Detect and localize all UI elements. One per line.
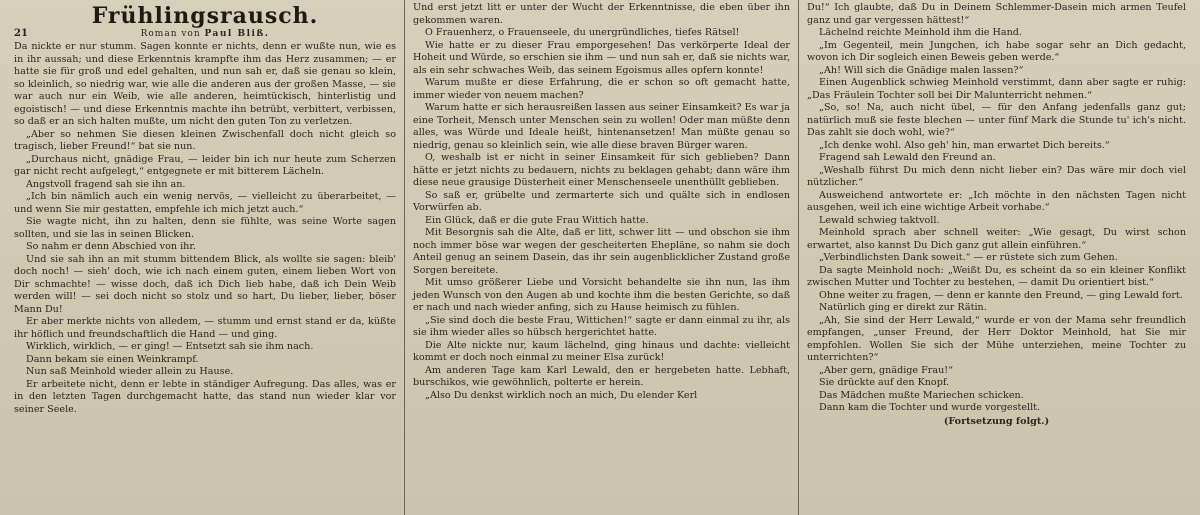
paragraph: „Also Du denkst wirklich noch an mich, Du elender Kerl [425, 389, 698, 401]
paragraph: Fragend sah Lewald den Freund an. [819, 152, 996, 163]
paragraph: Ausweichend antwortete er: „Ich möchte in den nächsten Tagen nicht ausgehen, weil ich eine wichtige Arbeit vorhabe.“ [807, 189, 1186, 213]
paragraph: „Weshalb führst Du mich denn nicht lieber ein? Das wäre mir doch viel nützlicher.“ [807, 164, 1186, 188]
paragraph: Er aber merkte nichts von alledem, — stumm und ernst stand er da, küßte ihr höflich und freundschaftlich die Hand — und ging. [14, 316, 396, 340]
paragraph: Mit umso größerer Liebe und Vorsicht behandelte sie ihn nun, las ihm jeden Wunsch von den Augen ab und kochte ihm die besten Gerichte, so daß er nach und nach wieder anfing, sich zu Hause heimisch zu fühlen. [413, 277, 790, 313]
paragraph: Du!“ Ich glaubte, daß Du in Deinem Schlemmer-Dasein mich armen Teufel ganz und gar vergessen hättest!“ [807, 2, 1186, 26]
issue-number: 21 [14, 28, 28, 39]
author-name: Paul Bliß. [204, 29, 270, 39]
paragraph: Einen Augenblick schwieg Meinhold verstimmt, dann aber sagte er ruhig: „Das Fräulein Tochter soll bei Dir Malunterricht nehmen.“ [807, 77, 1186, 101]
paragraph: Ein Glück, daß er die gute Frau Wittich hatte. [425, 214, 649, 226]
paragraph: „So, so! Na, auch nicht übel, — für den Anfang jedenfalls ganz gut; natürlich muß sie feste blechen — unter fünf Mark die Stunde tu' ich's nicht. Das zahlt sie doch wohl, wie?“ [807, 102, 1186, 138]
paragraph: Wie hatte er zu dieser Frau emporgesehen! Das verkörperte Ideal der Hoheit und Würde, so erschien sie ihm — und nun sah er, daß sie nichts war, als ein sehr schwaches Weib, das seinem Egoismus alles opfern konnte! [413, 39, 790, 76]
paragraph: Da sagte Meinhold noch: „Weißt Du, es scheint da so ein kleiner Konflikt zwischen Mutter und Tochter zu bestehen, — damit Du orientiert bist.“ [807, 264, 1186, 288]
byline [14, 28, 396, 41]
paragraph: Lewald schwieg taktvoll. [819, 214, 940, 226]
article-title: Frühlingsrausch. [91, 3, 319, 29]
byline-prefix: Roman von [140, 29, 201, 39]
continuation-note: (Fortsetzung folgt.) [943, 415, 1050, 427]
paragraph: Ohne weiter zu fragen, — denn er kannte den Freund, — ging Lewald fort. [819, 289, 1183, 301]
paragraph: O, weshalb ist er nicht in seiner Einsamkeit für sich geblieben? Dann hätte er jetzt nichts zu bedauern, nichts zu beklagen gehabt; dann wäre ihm diese neue grausige Düsterheit einer Menschenseele unenthüllt geblieben. [413, 152, 790, 188]
paragraph: Und erst jetzt litt er unter der Wucht der Erkenntnisse, die eben über ihn gekommen waren. [413, 2, 790, 26]
article-header [14, 4, 396, 28]
paragraph: Lächelnd reichte Meinhold ihm die Hand. [819, 27, 1022, 38]
paragraph: Da nickte er nur stumm. Sagen konnte er nichts, denn er wußte nun, wie es in ihr aussah; und diese Erkenntnis krampfte ihm das Herz zusammen; — er hatte sie für groß und edel gehalten, und nun sah er, daß sie genau so klein, so kleinlich, so niedrig war, wie alle die anderen aus der großen Masse, — sie war auch nur ein Weib, wie alle anderen, heimtückisch, hinterlistig und egoistisch! — und diese Erkenntnis machte ihn betrübt, verbittert, verbissen, so daß er an sich halten mußte, um nicht den guten Ton zu verletzen. [14, 41, 396, 127]
paragraph: Natürlich ging er direkt zur Rätin. [819, 302, 987, 313]
paragraph: „Sie sind doch die beste Frau, Wittichen!“ sagte er dann einmal zu ihr, als sie ihm wieder alles so hübsch hergerichtet hatte. [413, 314, 790, 338]
paragraph: O Frauenherz, o Frauenseele, du unergründliches, tiefes Rätsel! [425, 27, 740, 38]
paragraph: „Im Gegenteil, mein Jungchen, ich habe sogar sehr an Dich gedacht, wovon ich Dir sogleich einen Beweis geben werde.“ [807, 39, 1186, 63]
paragraph: „Verbindlichsten Dank soweit.“ — er rüstete sich zum Gehen. [819, 252, 1118, 263]
paragraph: „Ah! Will sich die Gnädige malen lassen?“ [819, 64, 1024, 76]
paragraph: So nahm er denn Abschied von ihr. [26, 241, 196, 252]
byline-row [14, 28, 396, 41]
paragraph: Dann kam die Tochter und wurde vorgestellt. [819, 402, 1041, 413]
paragraph: Wirklich, wirklich, — er ging! — Entsetzt sah sie ihm nach. [26, 341, 314, 352]
paragraph: „Durchaus nicht, gnädige Frau, — leider bin ich nur heute zum Scherzen gar nicht recht aufgelegt,“ entgegnete er mit bitterem Lächeln. [14, 153, 396, 177]
paragraph: „Aber gern, gnädige Frau!“ [819, 364, 954, 376]
paragraph: Am anderen Tage kam Karl Lewald, den er hergebeten hatte. Lebhaft, burschikos, wie gewöhnlich, polterte er herein. [413, 364, 790, 388]
paragraph: Sie wagte nicht, ihn zu halten, denn sie fühlte, was seine Worte sagen sollten, und sie las in seinen Blicken. [14, 216, 396, 240]
paragraph: Meinhold sprach aber schnell weiter: „Wie gesagt, Du wirst schon erwartet, also kannst Du Dich ganz gut allein einführen.“ [807, 227, 1186, 251]
paragraph: Warum mußte er diese Erfahrung, die er schon so oft gemacht hatte, immer wieder von neuem machen? [413, 77, 790, 101]
paragraph: Warum hatte er sich herausreißen lassen aus seiner Einsamkeit? Es war ja eine Torheit, Mensch unter Menschen sein zu wollen! Oder man müßte denn alles, was Würde und Ideale heißt, hintenansetzen! Man müßte genau so niedrig, genau so kleinlich sein, wie alle diese braven Bürger waren. [413, 102, 790, 151]
paragraph: Er arbeitete nicht, denn er lebte in ständiger Aufregung. Das alles, was er in den letzten Tagen durchgemacht hatte, das stand nun wieder klar vor seiner Seele. [14, 378, 396, 415]
paragraph: Das Mädchen mußte Mariechen schicken. [819, 389, 1024, 401]
paragraph: „Ah, Sie sind der Herr Lewald,“ wurde er von der Mama sehr freundlich empfangen, „unser Freund, der Herr Doktor Meinhold, hat Sie mir empfohlen. Wollen Sie sich der Mühe unterziehen, meine Tochter zu unterrichten?“ [807, 314, 1186, 363]
column-1-text [14, 41, 396, 416]
column-2-text [413, 2, 790, 402]
column-3 [799, 0, 1194, 515]
paragraph: Sie drückte auf den Knopf. [819, 377, 950, 388]
column-1 [6, 0, 404, 515]
paragraph: Die Alte nickte nur, kaum lächelnd, ging hinaus und dachte: vielleicht kommt er doch noch einmal zu meiner Elsa zurück! [413, 339, 790, 363]
paragraph: Angstvoll fragend sah sie ihn an. [26, 178, 186, 190]
column-2 [404, 0, 799, 515]
paragraph: Dann bekam sie einen Weinkrampf. [26, 353, 199, 365]
paragraph: So saß er, grübelte und zermarterte sich und quälte sich in endlosen Vorwürfen ab. [413, 189, 790, 213]
paragraph: „Ich bin nämlich auch ein wenig nervös, — vielleicht zu überarbeitet, — und wenn Sie mir gestatten, empfehle ich mich jetzt auch.“ [14, 191, 396, 215]
paragraph: „Aber so nehmen Sie diesen kleinen Zwischenfall doch nicht gleich so tragisch, lieber Freund!“ bat sie nun. [14, 128, 396, 152]
paragraph: „Ich denke wohl. Also geh' hin, man erwartet Dich bereits.“ [819, 139, 1110, 151]
column-3-text [807, 2, 1186, 415]
paragraph: Mit Besorgnis sah die Alte, daß er litt, schwer litt — und obschon sie ihm noch immer böse war wegen der gescheiterten Ehepläne, so nahm sie doch Anteil genug an seinem Dasein, das ihr sein augenblicklicher Zustand große Sorgen bereitete. [413, 227, 790, 276]
paragraph: Nun saß Meinhold wieder allein zu Hause. [26, 366, 234, 377]
paragraph: Und sie sah ihn an mit stumm bittendem Blick, als wollte sie sagen: bleib' doch noch! — sieh' doch, wie ich nach einem guten, einem lieben Wort von Dir schmachte! — wisse doch, daß ich Dich lieb habe, daß ich Dein Weib werden will! — sei doch nicht so stolz und so hart, Du lieber, lieber, böser Mann Du! [14, 253, 396, 315]
